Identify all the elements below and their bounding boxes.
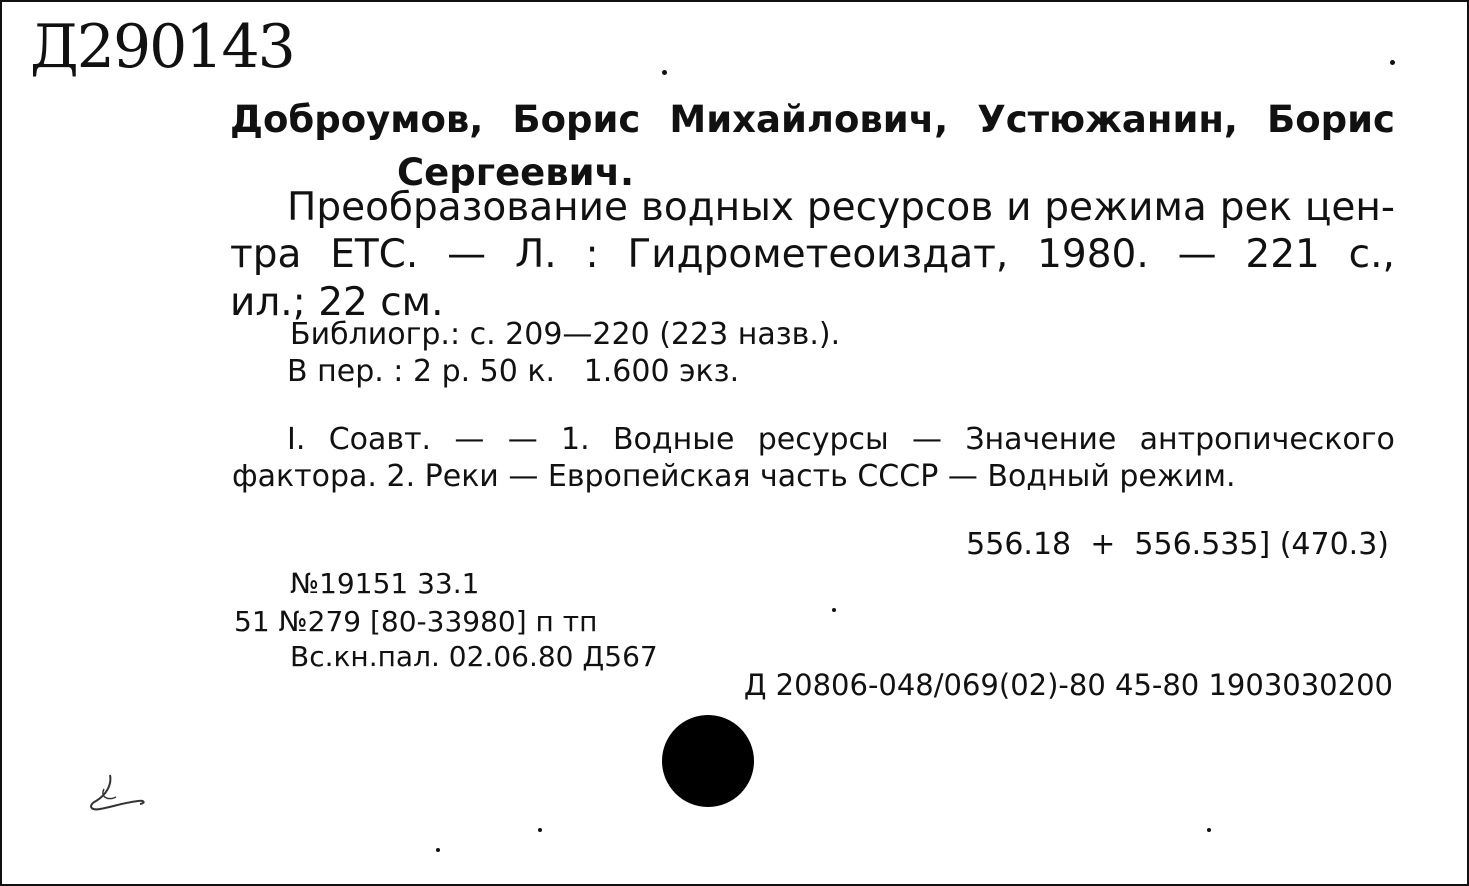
dust-speck [436,848,440,852]
handwritten-mark-icon [82,767,152,817]
title-line-2 [230,232,1395,277]
call-number: Д290143 [30,12,294,82]
dust-speck [538,828,542,832]
dust-speck [832,608,836,612]
registration-line-1: №19151 33.1 [290,567,480,600]
title-word: рек [1219,185,1293,230]
title-word: водных [640,185,795,230]
title-word: Л. [514,232,557,277]
subject-word: Водные [612,422,735,457]
title-word: тра [230,232,302,277]
author-word: Борис [1267,98,1395,141]
title-line-3: ил.; 22 см. [230,280,444,325]
title-word: ЕТС. [330,232,419,277]
subject-word: — [454,422,485,457]
subject-word: 1. [561,422,590,457]
author-word: Борис [512,98,641,141]
title-word: 221 [1245,232,1320,277]
registration-line-3: Вс.кн.пал. 02.06.80 Д567 [290,640,658,673]
authors-continued: Сергеевич. [397,151,635,194]
authors-line [230,98,1395,141]
author-word: Михайлович, [669,98,949,141]
title-word: 1980. [1037,232,1149,277]
title-word: с., [1348,232,1395,277]
bibliography-note: Библиогр.: с. 209—220 (223 назв.). [290,317,841,352]
author-word: Устюжанин, [977,98,1238,141]
publisher-code-line: Д 20806-048/069(02)-80 45-80 1903030200 [743,668,1393,702]
subject-word: — [912,422,943,457]
subjects-line-1 [287,422,1395,457]
title-word: Преобразование [287,185,628,230]
dust-speck [1207,828,1211,832]
dust-speck [662,70,667,75]
author-word: Доброумов, [230,98,484,141]
title-line-1 [287,185,1395,230]
title-word: — [1177,232,1217,277]
title-word: и [1006,185,1032,230]
subject-word: Соавт. [328,422,432,457]
dust-speck [1390,60,1395,65]
title-word: — [447,232,487,277]
subject-word: Значение [965,422,1117,457]
title-word: цен- [1304,185,1395,230]
title-word: : [585,232,599,277]
title-word: режима [1044,185,1207,230]
subjects-line-2: фактора. 2. Реки — Европейская часть СССР — Водный режим. [232,459,1236,494]
subject-word: I. [287,422,306,457]
title-word: Гидрометеоиздат, [627,232,1009,277]
title-word: ресурсов [806,185,994,230]
subject-word: ресурсы [757,422,889,457]
classification-index: 556.18 + 556.535] (470.3) [966,527,1389,562]
price-note: В пер. : 2 р. 50 к. 1.600 экз. [287,354,740,389]
subject-word: — [507,422,538,457]
subject-word: антропического [1139,422,1395,457]
punch-hole [662,715,754,807]
registration-line-2: 51 №279 [80-33980] п тп [234,605,598,638]
